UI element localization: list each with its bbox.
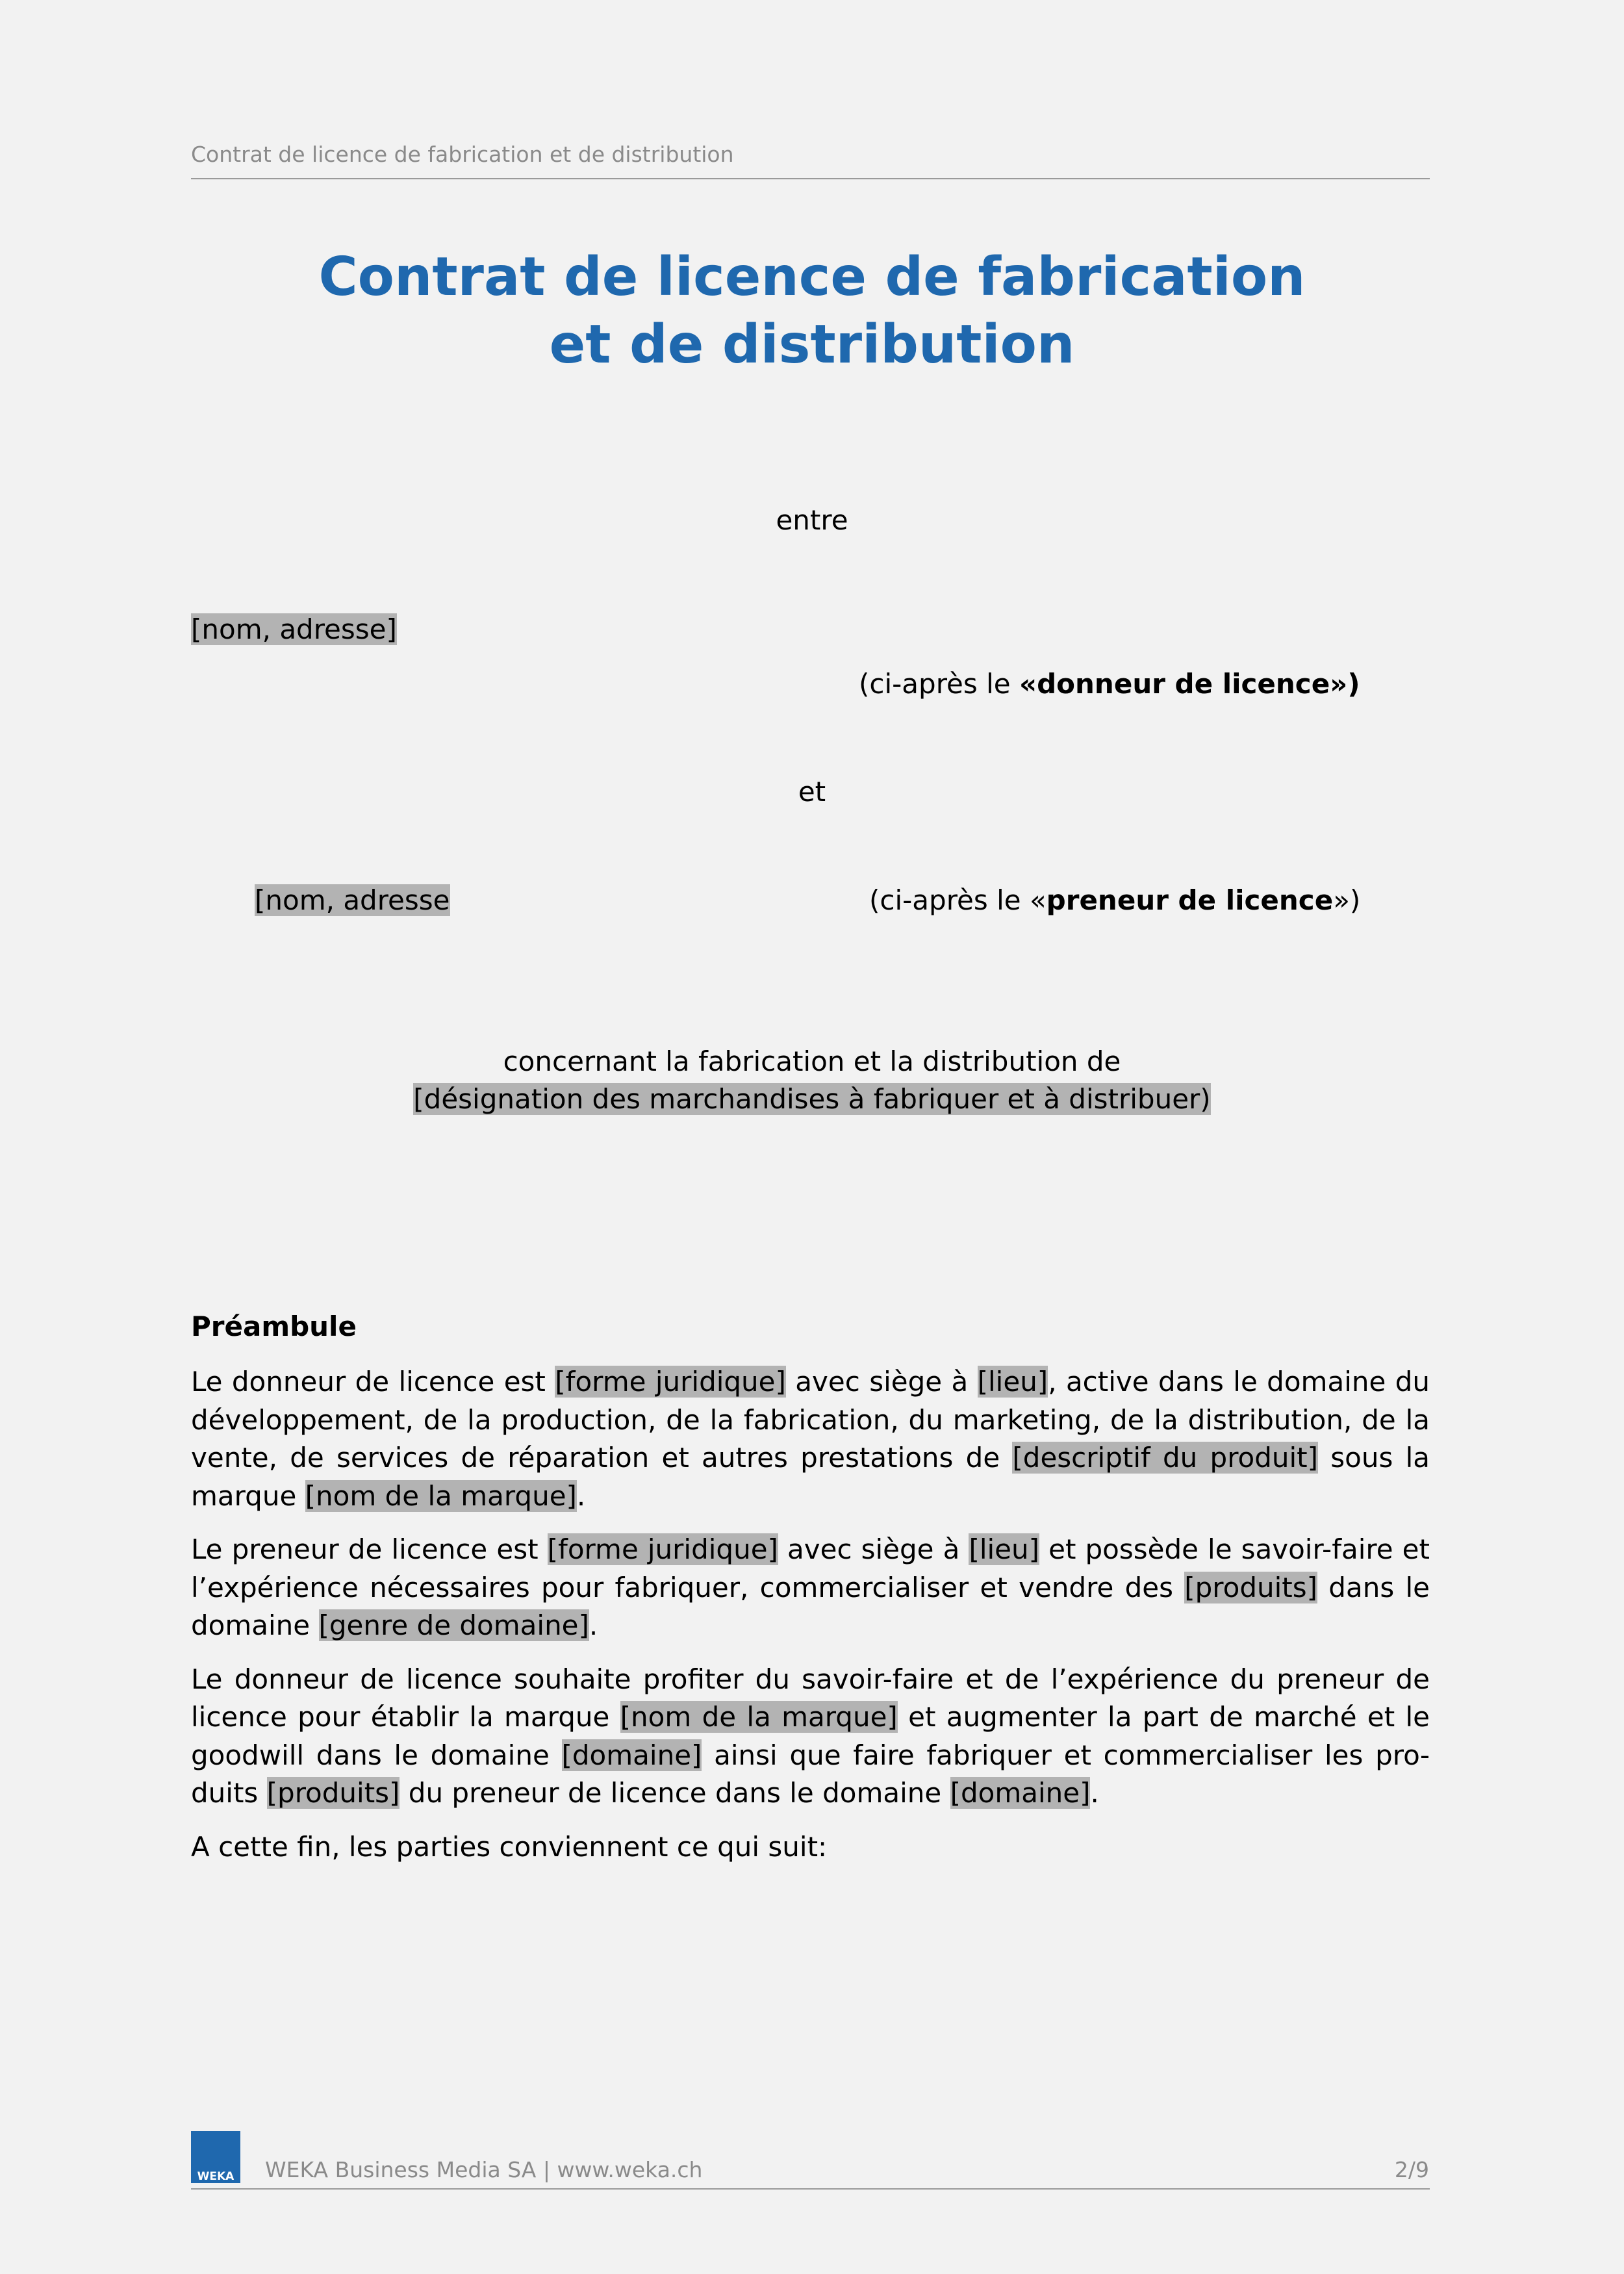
preamble-paragraph-2: Le preneur de licence est [forme juridique] avec siège à [lieu] et possède le savoir-faire et l’expérience nécessaires pour fabriquer, commercialiser et vendre des [produits] dans le domaine [genre de domaine].	[191, 1533, 1430, 1641]
running-header: Contrat de licence de fabrication et de distribution	[191, 142, 734, 167]
title-line-1: Contrat de licence de fabrication	[318, 246, 1306, 308]
placeholder-domain-type: [genre de domaine]	[318, 1609, 589, 1641]
placeholder-place: [lieu]	[969, 1533, 1040, 1565]
placeholder-domain: [domaine]	[561, 1739, 702, 1771]
placeholder-domain: [domaine]	[950, 1777, 1091, 1809]
placeholder-brand-name: [nom de la marque]	[620, 1701, 898, 1733]
party1-role: (ci-après le «donneur de licence»)	[859, 668, 1360, 700]
party2-role: (ci-après le «preneur de licence»)	[869, 884, 1361, 916]
weka-logo: WEKA	[191, 2131, 240, 2183]
and-label: et	[798, 776, 826, 808]
placeholder-products: [produits]	[266, 1777, 400, 1809]
party2-placeholder: [nom, adresse	[255, 884, 450, 916]
placeholder-product-description: [descriptif du produit]	[1012, 1442, 1319, 1474]
placeholder-products: [produits]	[1184, 1571, 1318, 1603]
subject-placeholder: [désignation des marchandises à fabriquer et à distribuer)	[413, 1083, 1211, 1115]
placeholder-legal-form: [forme juridique]	[555, 1366, 786, 1398]
preamble-paragraph-4: A cette fin, les parties conviennent ce qui suit:	[191, 1830, 828, 1863]
document-title	[162, 244, 1462, 379]
preamble-body	[191, 1363, 1430, 1882]
preamble-heading: Préambule	[191, 1310, 357, 1342]
preamble-paragraph-3: Le donneur de licence souhaite profiter du savoir-faire et de l’expérience du preneur de licence pour établir la marque [nom de la marque] et augmenter la part de marché et le goodwill dans le domaine [domaine] ainsi que faire fabriquer et commercialiser les produits [produits] du preneur de licence dans le domaine [domaine].	[191, 1663, 1430, 1809]
placeholder-legal-form: [forme juridique]	[547, 1533, 778, 1565]
header-divider	[191, 178, 1430, 179]
placeholder-brand-name: [nom de la marque]	[305, 1479, 577, 1512]
between-label: entre	[776, 504, 848, 536]
placeholder-place: [lieu]	[977, 1366, 1048, 1398]
title-line-2: et de distribution	[549, 314, 1075, 376]
party1-placeholder: [nom, adresse]	[191, 613, 397, 645]
footer-divider	[191, 2188, 1430, 2190]
preamble-paragraph-1: Le donneur de licence est [forme juridique] avec siège à [lieu], active dans le domaine du développement, de la production, de la fabrication, du marketing, de la distribution, de la vente, de services de réparation et autres prestations de [descriptif du produit] sous la marque [nom de la marque].	[191, 1366, 1430, 1512]
subject-line: concernant la fabrication et la distribution de	[503, 1045, 1121, 1077]
footer-publisher: WEKA Business Media SA | www.weka.ch	[265, 2157, 703, 2182]
page-number: 2/9	[1394, 2157, 1429, 2182]
